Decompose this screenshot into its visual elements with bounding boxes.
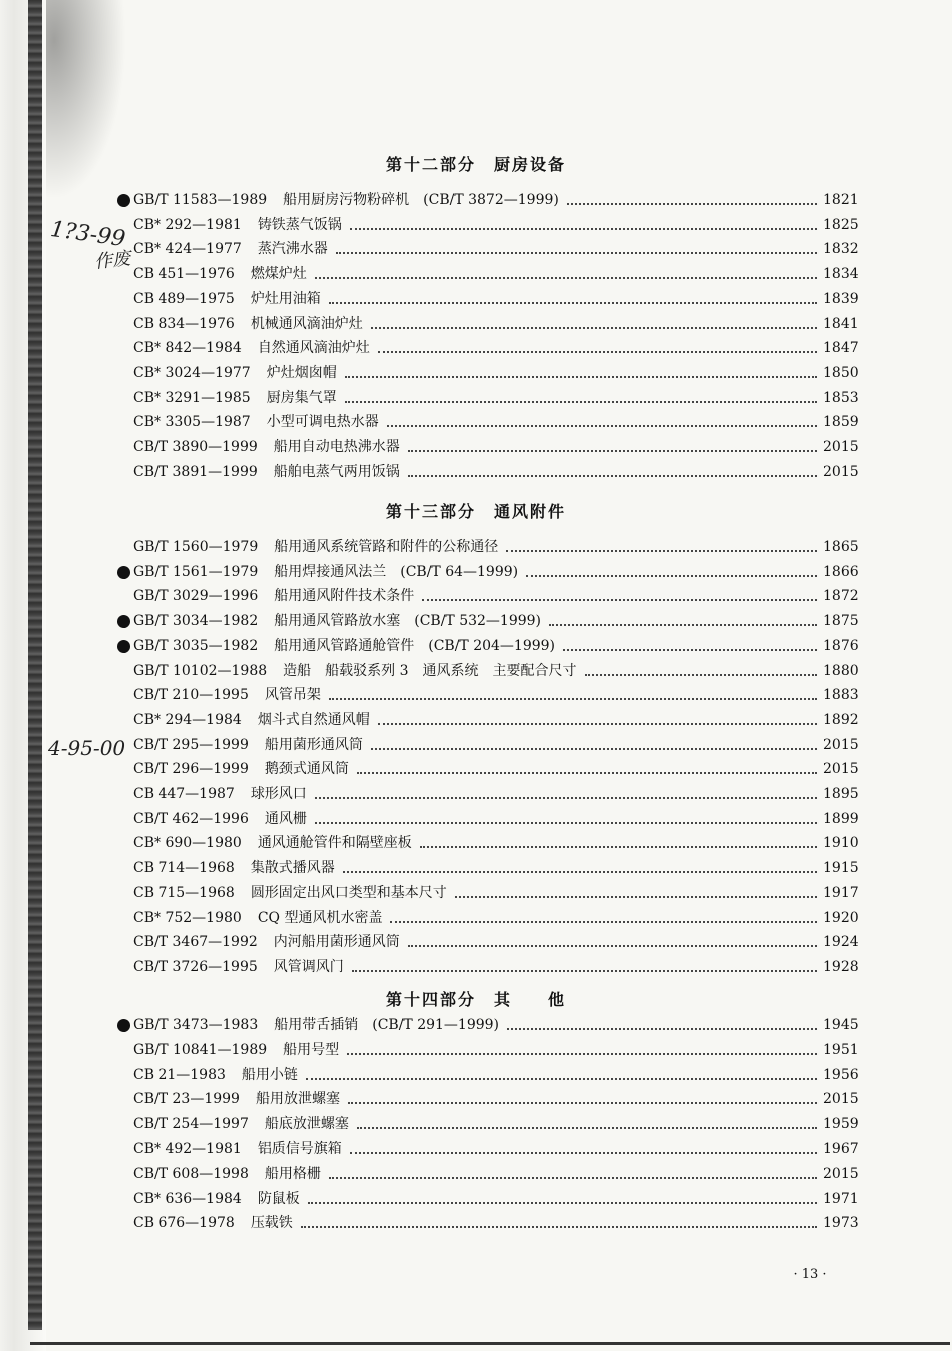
toc-entry bbox=[133, 883, 857, 903]
page-ref: 2015 bbox=[823, 1166, 859, 1182]
dot-leader bbox=[306, 1077, 817, 1080]
dot-leader bbox=[315, 276, 817, 279]
handwritten-note-mid: 4-95-00 bbox=[48, 736, 126, 760]
page-ref: 1865 bbox=[823, 539, 859, 555]
standard-code: CB/T 3891—1999 bbox=[133, 464, 258, 480]
dot-leader bbox=[507, 1027, 817, 1030]
page-ref: 1895 bbox=[823, 786, 859, 802]
dot-leader bbox=[420, 845, 817, 848]
standard-title: 船用小链 bbox=[241, 1067, 298, 1083]
standard-title: 风管调风门 bbox=[273, 959, 344, 975]
toc-entry bbox=[133, 932, 857, 952]
standard-title: 压载铁 bbox=[250, 1215, 293, 1231]
toc-entry bbox=[133, 338, 857, 358]
standard-title: 风管吊架 bbox=[264, 687, 321, 703]
toc-entry bbox=[133, 611, 857, 631]
page-ref: 1928 bbox=[823, 959, 859, 975]
dot-leader bbox=[345, 400, 817, 403]
section-heading: 第十四部分 其 他 bbox=[385, 990, 566, 1009]
page-ref: 1883 bbox=[823, 687, 859, 703]
page-ref: 1876 bbox=[823, 638, 859, 654]
toc-entry bbox=[133, 314, 857, 334]
standard-code: CB/T 3726—1995 bbox=[133, 959, 258, 975]
standard-code: CB 834—1976 bbox=[133, 316, 235, 332]
standard-code: CB* 292—1981 bbox=[133, 217, 242, 233]
bullet-mark bbox=[117, 194, 130, 207]
standard-code: GB/T 1560—1979 bbox=[133, 539, 259, 555]
standard-code: CB* 3024—1977 bbox=[133, 365, 251, 381]
page-ref: 1853 bbox=[823, 390, 859, 406]
toc-entry bbox=[133, 1189, 857, 1209]
standard-title: 内河船用菌形通风筒 bbox=[273, 934, 400, 950]
standard-code: CB/T 295—1999 bbox=[133, 737, 249, 753]
toc-entry bbox=[133, 858, 857, 878]
standard-code: CB/T 210—1995 bbox=[133, 687, 249, 703]
dot-leader bbox=[378, 722, 817, 725]
page-ref: 2015 bbox=[823, 464, 859, 480]
bullet-mark bbox=[117, 1019, 130, 1032]
toc-entry bbox=[133, 685, 857, 705]
page-ref: 1924 bbox=[823, 934, 859, 950]
dot-leader bbox=[390, 920, 817, 923]
dot-leader bbox=[455, 895, 817, 898]
standard-title: 通风栅 bbox=[264, 811, 307, 827]
page-ref: 2015 bbox=[823, 439, 859, 455]
toc-entry bbox=[133, 1040, 857, 1060]
standard-title: 船舶电蒸气两用饭锅 bbox=[273, 464, 400, 480]
handwritten-note-top: 1?3-99 bbox=[48, 216, 127, 253]
toc-entry bbox=[133, 586, 857, 606]
toc-entry bbox=[133, 537, 857, 557]
page-ref: 1892 bbox=[823, 712, 859, 728]
dot-leader bbox=[549, 623, 817, 626]
standard-title: 船用通风系统管路和附件的公称通径 bbox=[274, 539, 499, 555]
page-ref: 1971 bbox=[823, 1191, 859, 1207]
dot-leader bbox=[329, 301, 817, 304]
dot-leader bbox=[563, 648, 817, 651]
standard-title: 厨房集气罩 bbox=[266, 390, 337, 406]
standard-code: CB/T 608—1998 bbox=[133, 1166, 249, 1182]
standard-title: 船用通风附件技术条件 bbox=[274, 588, 415, 604]
page-ref: 1821 bbox=[823, 192, 859, 208]
standard-title: 小型可调电热水器 bbox=[266, 414, 379, 430]
page-ref: 1841 bbox=[823, 316, 859, 332]
page-ref: 1959 bbox=[823, 1116, 859, 1132]
toc-entry bbox=[133, 1139, 857, 1159]
toc-entry bbox=[133, 1164, 857, 1184]
standard-title: 圆形固定出风口类型和基本尺寸 bbox=[250, 885, 447, 901]
toc-entry bbox=[133, 1015, 857, 1035]
page-ref: 1920 bbox=[823, 910, 859, 926]
page-ref: 1951 bbox=[823, 1042, 859, 1058]
standard-code: CB 715—1968 bbox=[133, 885, 235, 901]
handwritten-note-top-2: 作废 bbox=[93, 248, 132, 273]
standard-code: CB 714—1968 bbox=[133, 860, 235, 876]
standard-code: CB/T 254—1997 bbox=[133, 1116, 249, 1132]
page-ref: 1917 bbox=[823, 885, 859, 901]
toc-entry bbox=[133, 957, 857, 977]
standard-title: 船用焊接通风法兰 (CB/T 64—1999) bbox=[274, 564, 519, 580]
dot-leader bbox=[357, 771, 817, 774]
standard-code: CB* 3305—1987 bbox=[133, 414, 251, 430]
standard-title: 铸铁蒸气饭锅 bbox=[257, 217, 342, 233]
standard-code: GB/T 3473—1983 bbox=[133, 1017, 259, 1033]
standard-code: GB/T 3035—1982 bbox=[133, 638, 259, 654]
bullet-mark bbox=[117, 640, 130, 653]
standard-code: GB/T 10841—1989 bbox=[133, 1042, 268, 1058]
page-ref: 1910 bbox=[823, 835, 859, 851]
page-ref: 2015 bbox=[823, 737, 859, 753]
page-ref: 1847 bbox=[823, 340, 859, 356]
standard-title: 船用通风管路通舱管件 (CB/T 204—1999) bbox=[274, 638, 556, 654]
toc-entry bbox=[133, 190, 857, 210]
toc-entry bbox=[133, 462, 857, 482]
page-ref: 2015 bbox=[823, 1091, 859, 1107]
page-ref: 1866 bbox=[823, 564, 859, 580]
toc-entry bbox=[133, 809, 857, 829]
standard-title: 船用厨房污物粉碎机 (CB/T 3872—1999) bbox=[283, 192, 559, 208]
toc-entry bbox=[133, 1065, 857, 1085]
dot-leader bbox=[301, 1225, 817, 1228]
standard-title: 球形风口 bbox=[250, 786, 307, 802]
page-ref: 1850 bbox=[823, 365, 859, 381]
dot-leader bbox=[347, 1052, 817, 1055]
page-ref: 1915 bbox=[823, 860, 859, 876]
page-ref: 1945 bbox=[823, 1017, 859, 1033]
standard-code: GB/T 1561—1979 bbox=[133, 564, 259, 580]
dot-leader bbox=[585, 673, 817, 676]
dot-leader bbox=[371, 326, 817, 329]
toc-entry bbox=[133, 784, 857, 804]
standard-title: 船底放泄螺塞 bbox=[264, 1116, 349, 1132]
page-ref: 1832 bbox=[823, 241, 859, 257]
section-heading: 第十二部分 厨房设备 bbox=[385, 155, 566, 174]
standard-title: 炉灶烟囱帽 bbox=[266, 365, 337, 381]
standard-title: 集散式播风器 bbox=[250, 860, 335, 876]
standard-title: 船用自动电热沸水器 bbox=[273, 439, 400, 455]
dot-leader bbox=[408, 474, 817, 477]
dot-leader bbox=[348, 1101, 817, 1104]
bullet-mark bbox=[117, 615, 130, 628]
standard-code: GB/T 3034—1982 bbox=[133, 613, 259, 629]
page-ref: 1825 bbox=[823, 217, 859, 233]
page-ref: 1839 bbox=[823, 291, 859, 307]
toc-entry bbox=[133, 264, 857, 284]
standard-title: 防鼠板 bbox=[257, 1191, 300, 1207]
standard-code: CB/T 3890—1999 bbox=[133, 439, 258, 455]
standard-title: 铝质信号旗箱 bbox=[257, 1141, 342, 1157]
dot-leader bbox=[378, 350, 817, 353]
toc-entry bbox=[133, 759, 857, 779]
page-ref: 1956 bbox=[823, 1067, 859, 1083]
dot-leader bbox=[422, 598, 817, 601]
toc-entry bbox=[133, 908, 857, 928]
standard-title: 蒸汽沸水器 bbox=[257, 241, 328, 257]
standard-code: CB* 294—1984 bbox=[133, 712, 242, 728]
standard-title: 船用带舌插销 (CB/T 291—1999) bbox=[274, 1017, 500, 1033]
page-ref: 1899 bbox=[823, 811, 859, 827]
page-ref: 1859 bbox=[823, 414, 859, 430]
standard-title: 燃煤炉灶 bbox=[250, 266, 307, 282]
standard-code: CB 676—1978 bbox=[133, 1215, 235, 1231]
standard-code: CB* 492—1981 bbox=[133, 1141, 242, 1157]
page-ref: 1880 bbox=[823, 663, 859, 679]
toc-entry bbox=[133, 1089, 857, 1109]
dot-leader bbox=[408, 944, 817, 947]
standard-title: 自然通风滴油炉灶 bbox=[257, 340, 370, 356]
toc-entry bbox=[133, 636, 857, 656]
page-ref: 1967 bbox=[823, 1141, 859, 1157]
toc-entry bbox=[133, 363, 857, 383]
standard-code: CB* 424—1977 bbox=[133, 241, 242, 257]
dot-leader bbox=[371, 747, 817, 750]
page-ref: 2015 bbox=[823, 761, 859, 777]
page-number: · 13 · bbox=[793, 1267, 827, 1282]
standard-code: CB* 752—1980 bbox=[133, 910, 242, 926]
dot-leader bbox=[343, 870, 817, 873]
dot-leader bbox=[329, 1176, 817, 1179]
toc-entry bbox=[133, 661, 857, 681]
dot-leader bbox=[352, 969, 817, 972]
standard-title: 炉灶用油箱 bbox=[250, 291, 321, 307]
page-ref: 1973 bbox=[823, 1215, 859, 1231]
toc-entry bbox=[133, 735, 857, 755]
standard-title: 鹅颈式通风筒 bbox=[264, 761, 349, 777]
standard-code: GB/T 10102—1988 bbox=[133, 663, 268, 679]
toc-entry bbox=[133, 388, 857, 408]
dot-leader bbox=[336, 251, 817, 254]
dot-leader bbox=[526, 574, 817, 577]
toc-entry bbox=[133, 710, 857, 730]
toc-entry bbox=[133, 833, 857, 853]
standard-code: CB 489—1975 bbox=[133, 291, 235, 307]
standard-code: CB 451—1976 bbox=[133, 266, 235, 282]
standard-title: 机械通风滴油炉灶 bbox=[250, 316, 363, 332]
dot-leader bbox=[329, 697, 817, 700]
standard-code: CB/T 462—1996 bbox=[133, 811, 249, 827]
standard-code: CB* 636—1984 bbox=[133, 1191, 242, 1207]
standard-title: 烟斗式自然通风帽 bbox=[257, 712, 370, 728]
toc-entry bbox=[133, 215, 857, 235]
standard-title: 船用通风管路放水塞 (CB/T 532—1999) bbox=[274, 613, 542, 629]
dot-leader bbox=[315, 796, 817, 799]
dot-leader bbox=[506, 549, 817, 552]
page-ref: 1872 bbox=[823, 588, 859, 604]
standard-code: CB* 690—1980 bbox=[133, 835, 242, 851]
standard-code: CB 447—1987 bbox=[133, 786, 235, 802]
standard-code: CB/T 23—1999 bbox=[133, 1091, 240, 1107]
toc-entry bbox=[133, 239, 857, 259]
dot-leader bbox=[567, 202, 817, 205]
section-heading: 第十三部分 通风附件 bbox=[385, 502, 566, 521]
dot-leader bbox=[345, 375, 817, 378]
bullet-mark bbox=[117, 566, 130, 579]
toc-entry bbox=[133, 289, 857, 309]
dot-leader bbox=[308, 1201, 817, 1204]
dot-leader bbox=[350, 1151, 817, 1154]
dot-leader bbox=[387, 424, 817, 427]
toc-entry bbox=[133, 437, 857, 457]
standard-title: 船用放泄螺塞 bbox=[255, 1091, 340, 1107]
dot-leader bbox=[315, 821, 817, 824]
standard-title: 通风通舱管件和隔壁座板 bbox=[257, 835, 412, 851]
standard-code: CB/T 3467—1992 bbox=[133, 934, 258, 950]
standard-title: 船用号型 bbox=[283, 1042, 340, 1058]
standard-code: CB* 3291—1985 bbox=[133, 390, 251, 406]
dot-leader bbox=[408, 449, 817, 452]
toc-entry bbox=[133, 1114, 857, 1134]
standard-title: CQ 型通风机水密盖 bbox=[257, 910, 383, 926]
toc-entry bbox=[133, 412, 857, 432]
page-ref: 1834 bbox=[823, 266, 859, 282]
standard-code: CB 21—1983 bbox=[133, 1067, 226, 1083]
dot-leader bbox=[357, 1126, 817, 1129]
toc-entry bbox=[133, 1213, 857, 1233]
standard-title: 船用格栅 bbox=[264, 1166, 321, 1182]
toc-entry bbox=[133, 562, 857, 582]
standard-title: 造船 船载驳系列 3 通风系统 主要配合尺寸 bbox=[283, 663, 577, 679]
standard-code: CB* 842—1984 bbox=[133, 340, 242, 356]
page-ref: 1875 bbox=[823, 613, 859, 629]
standard-title: 船用菌形通风筒 bbox=[264, 737, 363, 753]
dot-leader bbox=[350, 227, 817, 230]
standard-code: CB/T 296—1999 bbox=[133, 761, 249, 777]
standard-code: GB/T 3029—1996 bbox=[133, 588, 259, 604]
standard-code: GB/T 11583—1989 bbox=[133, 192, 268, 208]
